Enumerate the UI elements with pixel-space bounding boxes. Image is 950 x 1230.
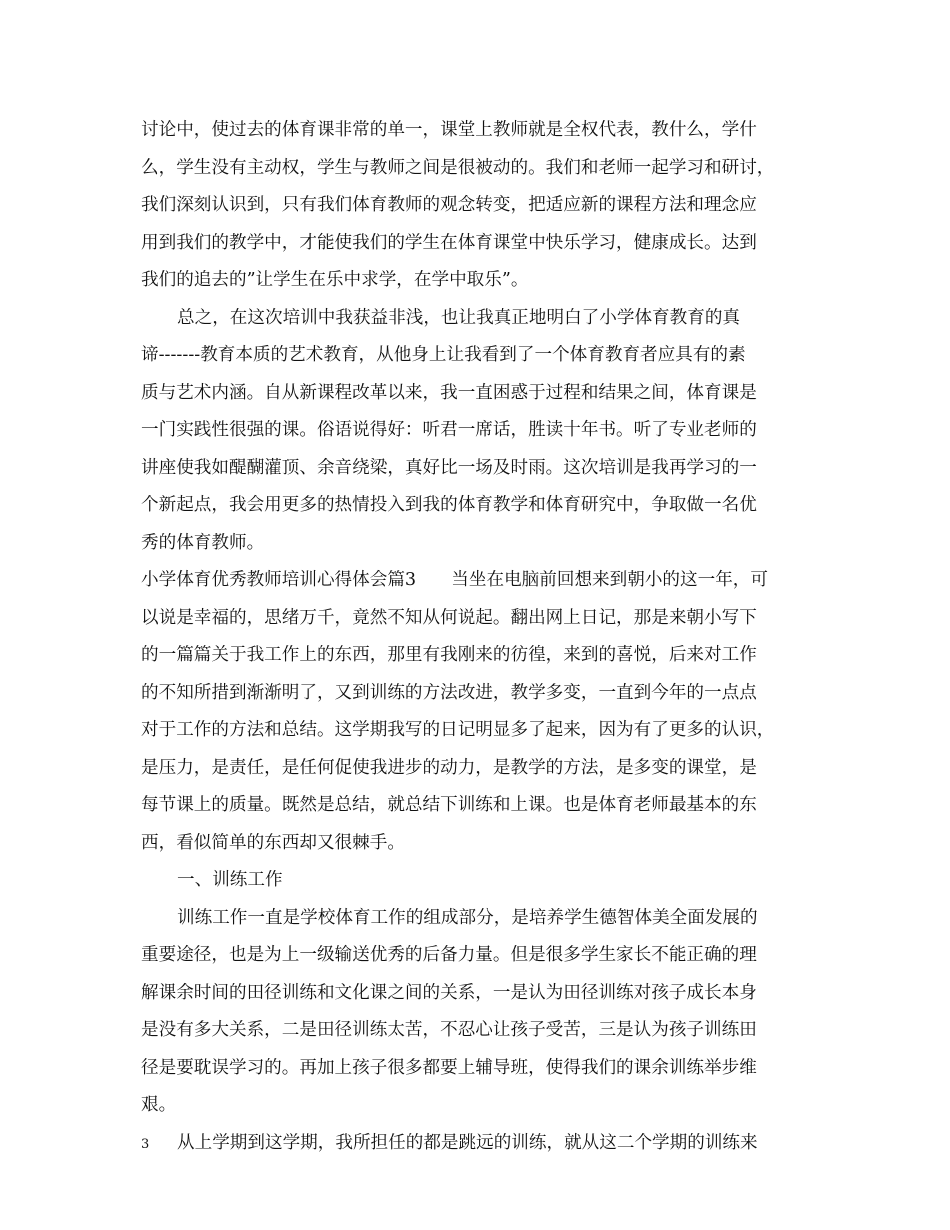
text-line: 以说是幸福的，思绪万千，竟然不知从何说起。翻出网上日记，那是来朝小写下 (141, 608, 757, 628)
text-line: 重要途径，也是为上一级输送优秀的后备力量。但是很多学生家长不能正确的理 (141, 945, 757, 965)
text-line: 每节课上的质量。既然是总结，就总结下训练和上课。也是体育老师最基本的东 (141, 795, 757, 815)
page-number: 3 (141, 1137, 150, 1152)
text-line: 径是要耽误学习的。再加上孩子很多都要上辅导班，使得我们的课余训练举步维 (141, 1058, 757, 1078)
text-line: 艰。 (141, 1095, 177, 1115)
text-line: 的一篇篇关于我工作上的东西，那里有我刚来的彷徨，来到的喜悦，后来对工作 (141, 645, 757, 665)
text-line: 是没有多大关系，二是田径训练太苦，不忍心让孩子受苦，三是认为孩子训练田 (141, 1020, 757, 1040)
text-line: 是压力，是责任，是任何促使我进步的动力，是教学的方法，是多变的课堂，是 (141, 758, 757, 778)
text-line: 的不知所措到渐渐明了，又到训练的方法改进，教学多变，一直到今年的一点点 (141, 683, 757, 703)
text-line: 总之，在这次培训中我获益非浅，也让我真正地明白了小学体育教育的真 (177, 308, 741, 328)
text-line: 解课余时间的田径训练和文化课之间的关系，一是认为田径训练对孩子成长本身 (141, 983, 757, 1003)
text-line: 讨论中，使过去的体育课非常的单一，课堂上教师就是全权代表，教什么，学什 (141, 120, 757, 140)
text-line: 质与艺术内涵。自从新课程改革以来，我一直困惑于过程和结果之间，体育课是 (141, 383, 757, 403)
text-line: 用到我们的教学中，才能使我们的学生在体育课堂中快乐学习，健康成长。达到 (141, 233, 757, 253)
text-line: 对于工作的方法和总结。这学期我写的日记明显多了起来，因为有了更多的认识， (141, 720, 775, 740)
text-line: 讲座使我如醍醐灌顶、余音绕梁，真好比一场及时雨。这次培训是我再学习的一 (141, 458, 757, 478)
text-line: 个新起点，我会用更多的热情投入到我的体育教学和体育研究中，争取做一名优 (141, 495, 757, 515)
text-line: 训练工作一直是学校体育工作的组成部分，是培养学生德智体美全面发展的 (177, 908, 758, 928)
text-line: 小学体育优秀教师培训心得体会篇3 当坐在电脑前回想来到朝小的这一年，可 (141, 570, 768, 590)
text-line: 谛-------教育本质的艺术教育，从他身上让我看到了一个体育教育者应具有的素 (141, 345, 746, 365)
text-line: 秀的体育教师。 (141, 533, 265, 553)
section-heading: 一、训练工作 (177, 870, 283, 890)
text-line: 一门实践性很强的课。俗语说得好：听君一席话，胜读十年书。听了专业老师的 (141, 420, 757, 440)
text-line: 我们深刻认识到，只有我们体育教师的观念转变，把适应新的课程方法和理念应 (141, 195, 757, 215)
text-line: 我们的追去的”让学生在乐中求学，在学中取乐”。 (141, 270, 529, 290)
text-line: 西，看似简单的东西却又很棘手。 (141, 833, 405, 853)
text-line: 么，学生没有主动权，学生与教师之间是很被动的。我们和老师一起学习和研讨， (141, 158, 775, 178)
text-line: 从上学期到这学期，我所担任的都是跳远的训练，就从这二个学期的训练来 (177, 1133, 758, 1153)
